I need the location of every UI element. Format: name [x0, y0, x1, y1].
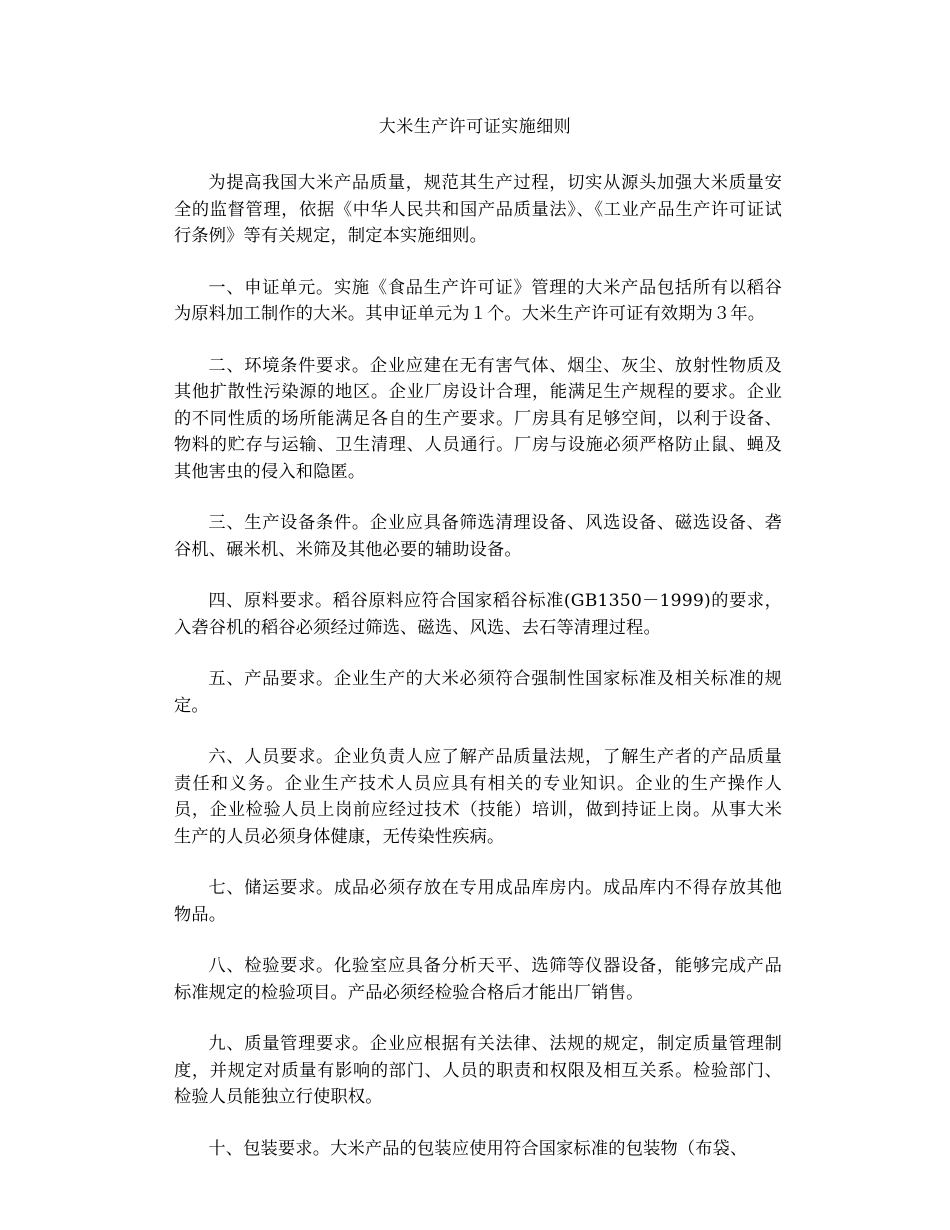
paragraph-packaging: 十、包装要求。大米产品的包装应使用符合国家标准的包装物（布袋、 [208, 1138, 748, 1159]
paragraph-product: 五、产品要求。企业生产的大米必须符合强制性国家标准及相关标准的规定。 [174, 669, 782, 716]
paragraph-raw-material: 四、原料要求。稻谷原料应符合国家稻谷标准(GB1350－1999)的要求，入砻谷机的稻谷必须经过筛选、磁选、风选、去石等清理过程。 [174, 591, 782, 638]
paragraph-personnel: 六、人员要求。企业负责人应了解产品质量法规，了解生产者的产品质量责任和义务。企业生产技术人员应具有相关的专业知识。企业的生产操作人员，企业检验人员上岗前应经过技术（技能）培训，做到持证上岗。从事大米生产的人员必须身体健康，无传染性疾病。 [174, 747, 782, 847]
document-title: 大米生产许可证实施细则 [378, 117, 572, 137]
paragraph-storage: 七、储运要求。成品必须存放在专用成品库房内。成品库内不得存放其他物品。 [174, 878, 782, 925]
paragraph-quality-management: 九、质量管理要求。企业应根据有关法律、法规的规定，制定质量管理制度，并规定对质量有影响的部门、人员的职责和权限及相互关系。检验部门、检验人员能独立行使职权。 [174, 1034, 782, 1107]
paragraph-intro: 为提高我国大米产品质量，规范其生产过程，切实从源头加强大米质量安全的监督管理，依据《中华人民共和国产品质量法》、《工业产品生产许可证试行条例》等有关规定，制定本实施细则。 [174, 173, 782, 246]
paragraph-equipment: 三、生产设备条件。企业应具备筛选清理设备、风选设备、磁选设备、砻谷机、碾米机、米筛及其他必要的辅助设备。 [174, 513, 782, 560]
paragraph-application-unit: 一、申证单元。实施《食品生产许可证》管理的大米产品包括所有以稻谷为原料加工制作的大米。其申证单元为１个。大米生产许可证有效期为３年。 [174, 277, 782, 324]
paragraph-inspection: 八、检验要求。化验室应具备分析天平、选筛等仪器设备，能够完成产品标准规定的检验项目。产品必须经检验合格后才能出厂销售。 [174, 956, 782, 1003]
paragraph-environment: 二、环境条件要求。企业应建在无有害气体、烟尘、灰尘、放射性物质及其他扩散性污染源的地区。企业厂房设计合理，能满足生产规程的要求。企业的不同性质的场所能满足各自的生产要求。厂房具有足够空间，以利于设备、物料的贮存与运输、卫生清理、人员通行。厂房与设施必须严格防止鼠、蝇及其他害虫的侵入和隐匿。 [174, 355, 782, 482]
document-body [174, 170, 782, 1187]
